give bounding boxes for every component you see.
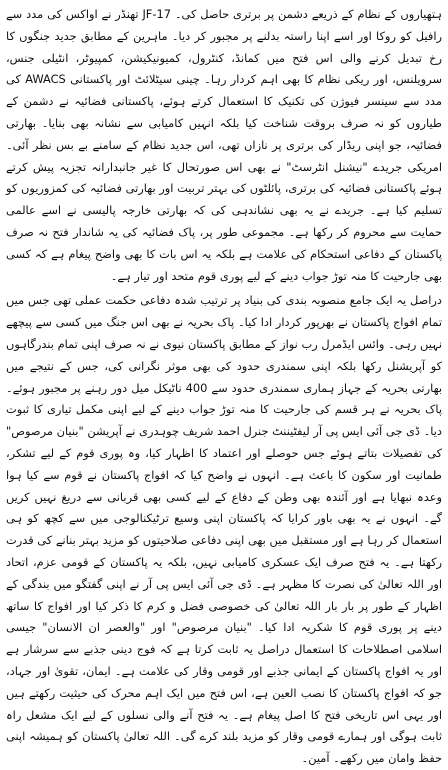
article-paragraph-2: دراصل یہ ایک جامع منصوبہ بندی کی بنیاد پر ترتیب شدہ دفاعی حکمت عملی تھی جس میں تمام افواج پاکستان نے بھرپور کردار ادا کیا۔ پاک بحریہ نے بھی اس جنگ میں کسی سے پیچھے نہیں رہی۔ وائس ایڈمرل رب نواز کے مطابق پاکستان نیوی نے نہ صرف اپنی تمام بندرگاہوں کو آپریشنل رکھا بلکہ اپنی سمندری حدود کی بھی موثر نگرانی کی، جس کے نتیجے میں بھارتی بحریہ کے جہاز ہماری سمندری حدود سے 400 ناٹیکل میل دور رہنے پر مجبور ہوئے۔ پاک بحریہ نے ہر قسم کی جارحیت کا منہ توڑ جواب دینے کے لیے اپنی مکمل تیاری کا ثبوت دیا۔ ڈی جی آئی ایس پی آر لیفٹیننٹ جنرل احمد شریف چوہدری نے آپریشن "بنیان مرصوص" کی تفصیلات بتاتے ہوئے جس حوصلے اور اعتماد کا اظہار کیا، وہ پوری قوم کے لیے تشکر، طمانیت اور سکون کا باعث ہے۔ انہوں نے واضح کیا کہ افواج پاکستان نے قوم سے کیا ہوا وعدہ نبھایا ہے اور آئندہ بھی وطن کے دفاع کے لیے کسی بھی قربانی سے دریغ نہیں کریں گے۔ انہوں نے یہ بھی باور کرایا کہ پاکستان اپنی وسیع ترٹیکنالوجی میں سے کچھ کو ہی استعمال کر رہا ہے اور مستقبل میں بھی اپنی دفاعی صلاحیتوں کو مزید بہتر بنانے کی قدرت رکھتا ہے۔ یہ فتح صرف ایک عسکری کامیابی نہیں، بلکہ یہ پاکستان کے قومی عزم، اتحاد اور اللہ تعالیٰ کی نصرت کا مظہر ہے۔ ڈی جی آئی ایس پی آر نے اپنی گفتگو میں بندگی کے اظہار کے طور پر بار بار اللہ تعالیٰ کی خصوصی فضل و کرم کا ذکر کیا اور افواج کا ساتھ دینے پر پوری قوم کا شکریہ ادا کیا۔ "بنیان مرصوص" اور "والعصر ان الانسان" جیسی اسلامی اصطلاحات کا استعمال دراصل یہ ثابت کرتا ہے کہ فوج دینی جذبے سے سرشار ہے اور یہ افواج پاکستان کے ایمانی جذبے اور قومی وقار کی علامت ہے۔ ایمان، تقویٰ اور جہاد، جو کہ افواج پاکستان کا نصب العین ہے، اس فتح میں ایک اہم محرک کی حیثیت رکھتے ہیں اور یہی اس تاریخی فتح کا اصل پیغام ہے۔ یہ فتح آنے والی نسلوں کے لیے ایک مشعل راہ ثابت ہوگی اور ہمارے قومی وقار کو مزید بلند کرے گی۔ اللہ تعالیٰ پاکستان کو ہمیشہ اپنی حفظ وامان میں رکھے۔ آمین۔ (6, 293, 442, 766)
article-paragraph-1: ہتھیاروں کے نظام کے ذریعے دشمن پر برتری حاصل کی۔ JF-17 تھنڈر نے اواکس کی مدد سے رافیل کو روکا اور اسے اپنا راستہ بدلنے پر مجبور کر دیا۔ ماہرین کے مطابق جدید جنگوں کا رخ تبدیل کرنے والی اس فتح میں کمانڈ، کنٹرول، کمیونیکیشن، کمپیوٹر، انٹیلی جنس، سرویلنس، اور ریکی نظام کا بھی اہم کردار رہا۔ چینی سیٹلائٹ اور پاکستانی AWACS کی مدد سے سینسر فیوژن کی تکنیک کا استعمال کرتے ہوئے، پاکستانی فضائیہ نے دشمن کے طیاروں کو نہ صرف بروقت شناخت کیا بلکہ انہیں کامیابی سے نشانہ بھی بنایا۔ بھارتی فضائیہ، جو اپنی ریڈار کی برتری پر نازاں تھی، اس جدید نظام کے سامنے بے بس نظر آئی۔ امریکی جریدے "نیشنل انٹرسٹ" نے بھی اس صورتحال کا غیر جانبدارانہ تجزیہ پیش کرتے ہوئے پاکستانی فضائیہ کی برتری، پائلٹوں کی بہتر تربیت اور بھارتی فضائیہ کی کمزوریوں کو تسلیم کیا ہے۔ جریدے نے یہ بھی نشاندہی کی کہ بھارتی خارجہ پالیسی نے اسے عالمی حمایت سے محروم کر رکھا ہے۔ مجموعی طور پر، پاک فضائیہ کی یہ شاندار فتح نہ صرف پاکستان کے دفاعی استحکام کی علامت ہے بلکہ یہ اس بات کا بھی واضح پیغام ہے کہ کسی بھی جارحیت کا منہ توڑ جواب دینے کے لیے پوری قوم متحد اور تیار ہے۔ (6, 7, 442, 283)
